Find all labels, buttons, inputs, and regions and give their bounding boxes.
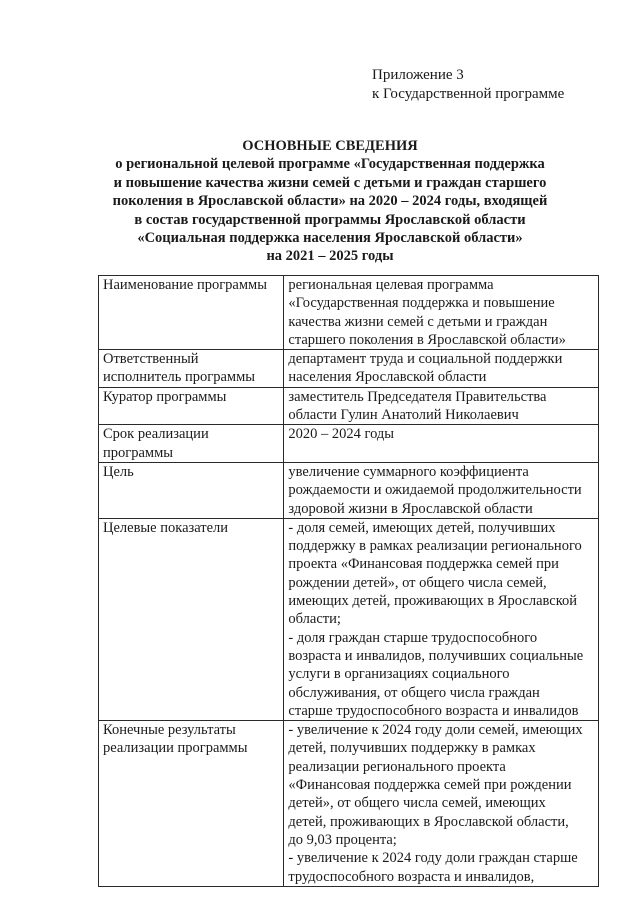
row-label-line: Конечные результаты <box>103 722 236 739</box>
row-value-line: до 9,03 процента; <box>288 831 397 848</box>
row-label-cell <box>99 276 284 350</box>
row-value-line: возраста и инвалидов, получивших социальные <box>288 647 584 664</box>
row-value-line: населения Ярославской области <box>288 369 487 386</box>
appendix-reference: к Государственной программе <box>372 86 565 102</box>
row-value-line: области; <box>288 611 341 628</box>
row-label-cell <box>99 721 284 887</box>
row-value-line: - увеличение к 2024 году доли граждан старше <box>288 850 578 867</box>
row-value-line: здоровой жизни в Ярославской области <box>288 500 533 517</box>
row-value-line: старше трудоспособного возраста и инвалидов <box>288 702 579 719</box>
row-label-line: Куратор программы <box>103 388 227 405</box>
row-value-line: детей», от общего числа семей, имеющих <box>288 795 546 812</box>
row-value-line: услуги в организациях социального <box>288 666 510 683</box>
table-row <box>99 425 599 463</box>
row-value-line: имеющих детей, проживающих в Ярославской <box>288 593 578 610</box>
row-label-line: исполнитель программы <box>103 369 256 386</box>
row-label-line: Срок реализации <box>103 426 209 443</box>
row-label-cell <box>99 518 284 720</box>
row-value-line: региональная целевая программа <box>288 277 494 293</box>
row-value-line: «Государственная поддержка и повышение <box>288 295 555 312</box>
row-value-line: - доля граждан старше трудоспособного <box>288 629 538 646</box>
row-value-line: качества жизни семей с детьми и граждан <box>288 313 548 330</box>
row-label-line: Наименование программы <box>103 277 267 293</box>
row-value-line: - доля семей, имеющих детей, получивших <box>288 519 556 536</box>
row-value-line: области Гулин Анатолий Николаевич <box>288 407 519 424</box>
row-value-line: детей, получивших поддержку в рамках <box>288 740 536 757</box>
table-row <box>99 350 599 388</box>
title-line: о региональной целевой программе «Государственная поддержка <box>115 156 545 173</box>
document-title <box>60 137 600 266</box>
appendix-note <box>372 66 564 104</box>
row-label-line: реализации программы <box>103 740 248 757</box>
row-value-line: - увеличение к 2024 году доли семей, имеющих <box>288 722 583 739</box>
title-line: поколения в Ярославской области» на 2020 – 2024 годы, входящей <box>112 193 548 210</box>
row-label-cell <box>99 387 284 425</box>
row-value-line: рождаемости и ожидаемой продолжительности <box>288 482 582 499</box>
row-value-line: 2020 – 2024 годы <box>288 426 395 443</box>
title-line: и повышение качества жизни семей с детьми и граждан старшего <box>113 174 547 191</box>
row-label-line: программы <box>103 444 173 461</box>
row-value-line: трудоспособного возраста и инвалидов, <box>288 868 535 885</box>
program-info-table <box>98 275 599 887</box>
row-value-cell <box>284 518 599 720</box>
row-value-cell <box>284 462 599 518</box>
table-row <box>99 518 599 720</box>
row-value-cell <box>284 721 599 887</box>
row-value-line: реализации регионального проекта <box>288 758 506 775</box>
row-value-line: департамент труда и социальной поддержки <box>288 351 563 368</box>
row-label-line: Цель <box>103 463 134 480</box>
row-value-cell <box>284 350 599 388</box>
row-label-cell <box>99 462 284 518</box>
row-value-line: рождении детей», от общего числа семей, <box>288 574 547 591</box>
row-label-line: Ответственный <box>103 351 199 368</box>
row-value-line: старшего поколения в Ярославской области» <box>288 331 566 348</box>
row-value-cell <box>284 425 599 463</box>
title-line: «Социальная поддержка населения Ярославской области» <box>137 230 523 247</box>
row-label-cell <box>99 350 284 388</box>
appendix-number: Приложение 3 <box>372 67 464 83</box>
title-line: в состав государственной программы Ярославской области <box>134 211 526 228</box>
table-row <box>99 721 599 887</box>
title-line: на 2021 – 2025 годы <box>266 248 394 265</box>
table-row <box>99 462 599 518</box>
table-row <box>99 276 599 350</box>
table-row <box>99 387 599 425</box>
program-info-table-body <box>99 276 599 887</box>
row-label-line: Целевые показатели <box>103 519 229 536</box>
row-value-cell <box>284 387 599 425</box>
row-value-cell <box>284 276 599 350</box>
row-value-line: заместитель Председателя Правительства <box>288 388 547 405</box>
title-line: ОСНОВНЫЕ СВЕДЕНИЯ <box>242 138 418 154</box>
row-value-line: обслуживания, от общего числа граждан <box>288 684 540 701</box>
row-label-cell <box>99 425 284 463</box>
row-value-line: проекта «Финансовая поддержка семей при <box>288 556 559 573</box>
row-value-line: детей, проживающих в Ярославской области, <box>288 813 569 830</box>
row-value-line: «Финансовая поддержка семей при рождении <box>288 777 572 794</box>
row-value-line: поддержку в рамках реализации регионального <box>288 538 582 555</box>
row-value-line: увеличение суммарного коэффициента <box>288 463 529 480</box>
